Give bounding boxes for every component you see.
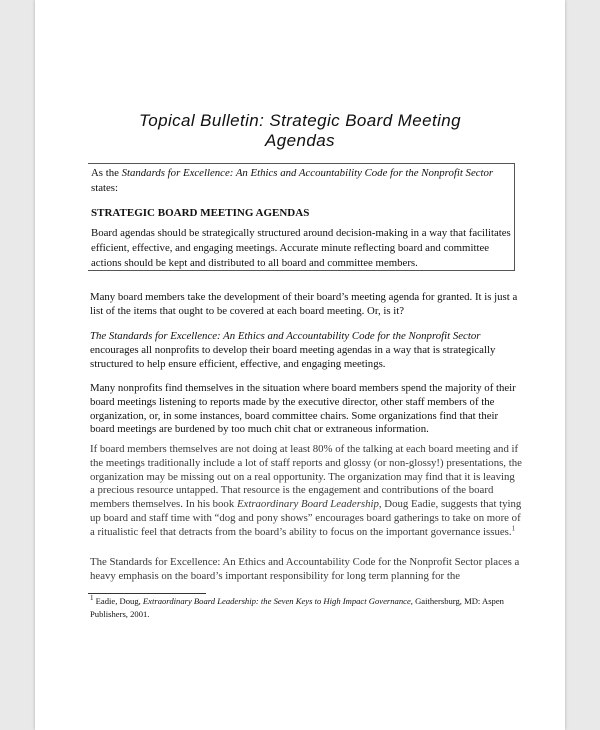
paragraph-4-book-title: Extraordinary Board Leadership — [236, 498, 379, 511]
title-line-2: Agendas — [265, 131, 335, 150]
paragraph-1: Many board members take the development of their board’s meeting agenda for granted. It is just a list of the items that ought to be covered at each board meeting. Or, is it? — [90, 291, 518, 317]
title-line-1: Topical Bulletin: Strategic Board Meeting — [139, 111, 461, 130]
footnote-reference: 1 — [511, 524, 516, 533]
document-title — [35, 111, 565, 151]
standards-callout-box — [88, 163, 515, 271]
callout-intro: As the Standards for Excellence: An Ethics and Accountability Code for the Nonprofit Sector states: — [91, 167, 494, 194]
footnote-work: Extraordinary Board Leadership: the Seven Keys to High Impact Governance — [142, 596, 411, 606]
callout-intro-source: Standards for Excellence: An Ethics and Accountability Code for the Nonprofit Sector — [121, 167, 494, 179]
paragraph-5: The Standards for Excellence: An Ethics and Accountability Code for the Nonprofit Sector places a heavy emphasis on the board’s important responsibility for long term planning for the — [90, 556, 520, 582]
paragraph-4: If board members themselves are not doing at least 80% of the talking at each board meeting and if the meetings traditionally include a lot of staff reports and glossy (or non-glossy!) presentations, the organization may be missing out on a real opportunity. The organization may find that it is leaving a precious resource untapped. That resource is the engagement and contributions of the board members themselves. In his book Extraordinary Board Leadership, Doug Eadie, suggests that tying up board and staff time with “dog and pony shows” encourages board gatherings to take on more of a ritualistic feel that detracts from the board’s ability to focus on the important governance issues.$^1$ — [90, 443, 522, 538]
footnote-separator — [88, 593, 206, 594]
footnote-mark: 1 — [90, 594, 94, 603]
footnote: $^1$ Eadie, Doug, Extraordinary Board Leadership: the Seven Keys to High Impact Governance, Gaithersburg, MD: Aspen Publishers, 2001. — [90, 594, 504, 619]
paragraph-2: The Standards for Excellence: An Ethics and Accountability Code for the Nonprofit Sector encourages all nonprofits to develop their board meeting agendas in a way that is strategically structured to help ensure efficient, effective, and engaging meetings. — [90, 330, 496, 370]
paragraph-2-source: The Standards for Excellence: An Ethics and Accountability Code for the Nonprofit Sector — [90, 330, 481, 342]
callout-heading: STRATEGIC BOARD MEETING AGENDAS — [91, 207, 310, 219]
document-page — [35, 0, 565, 730]
callout-body: Board agendas should be strategically structured around decision-making in a way that facilitates efficient, effective, and engaging meetings. Accurate minute reflecting board and committee actions should be kept and distributed to all board and committee members. — [91, 227, 511, 269]
paragraph-3: Many nonprofits find themselves in the situation where board members spend the majority of their board meetings listening to reports made by the executive director, other staff members of the organization, or, in some instances, board committee chairs. Some organizations find that their board meetings are burdened by too much chit chat or extraneous information. — [90, 382, 516, 436]
